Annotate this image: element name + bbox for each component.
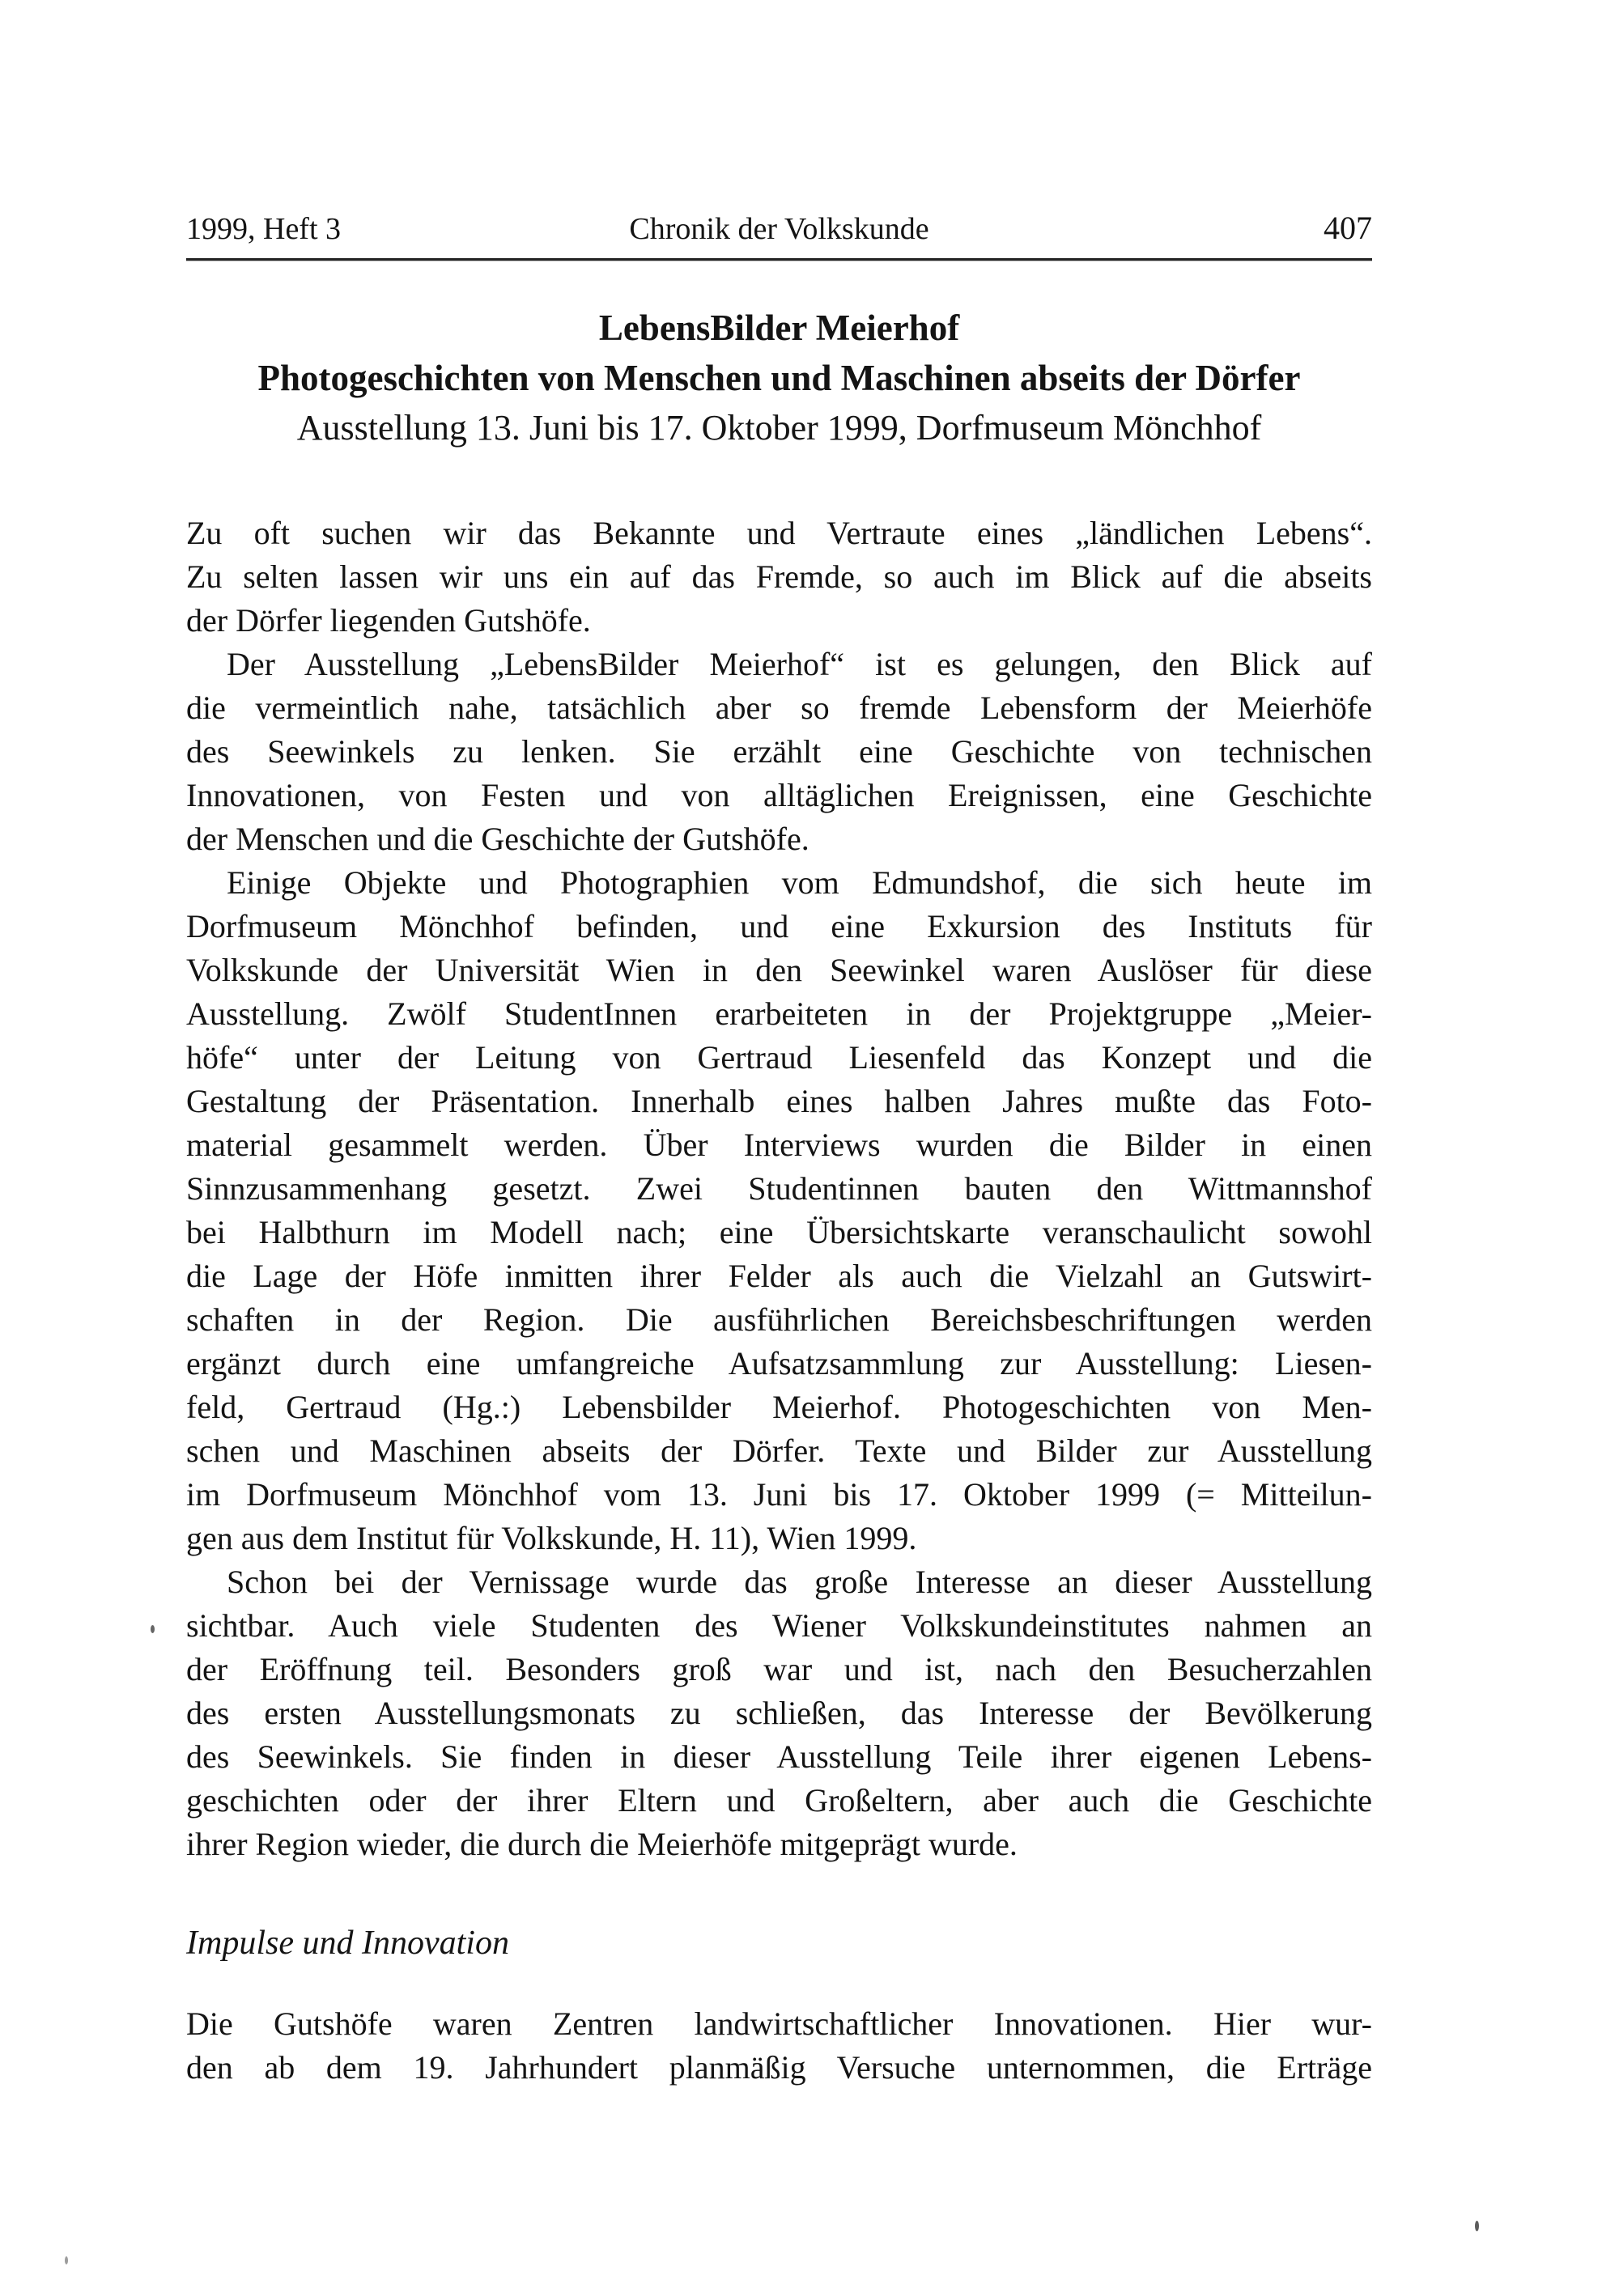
text-line: Volkskunde der Universität Wien in den Seewinkel waren Auslöser für diese <box>186 952 1372 988</box>
article-subtitle: Photogeschichten von Menschen und Maschinen abseits der Dörfer <box>257 358 1301 398</box>
running-header <box>186 212 1372 245</box>
scan-artifact-dot <box>1475 2221 1479 2231</box>
text-line: material gesammelt werden. Über Interviews wurden die Bilder in einen <box>186 1127 1372 1163</box>
text-line: Gestaltung der Präsentation. Innerhalb eines halben Jahres mußte das Foto- <box>186 1083 1372 1119</box>
text-line: schen und Maschinen abseits der Dörfer. Texte und Bilder zur Ausstellung <box>186 1432 1372 1469</box>
text-line: gen aus dem Institut für Volkskunde, H. 11), Wien 1999. <box>186 1520 917 1556</box>
text-line: im Dorfmuseum Mönchhof vom 13. Juni bis 17. Oktober 1999 (= Mitteilun- <box>186 1476 1372 1513</box>
text-line: Ausstellung. Zwölf StudentInnen erarbeiteten in der Projektgruppe „Meier- <box>186 995 1372 1032</box>
text-line: Innovationen, von Festen und von alltäglichen Ereignissen, eine Geschichte <box>186 777 1372 813</box>
paragraph <box>186 643 1372 861</box>
text-line: des ersten Ausstellungsmonats zu schließen, das Interesse der Bevölkerung <box>186 1695 1372 1731</box>
text-line: geschichten oder der ihrer Eltern und Großeltern, aber auch die Geschichte <box>186 1782 1372 1819</box>
article-title-block <box>186 303 1372 453</box>
page-number: 407 <box>1324 210 1372 246</box>
text-line: den ab dem 19. Jahrhundert planmäßig Versuche unternommen, die Erträge <box>186 2049 1372 2086</box>
article-body <box>186 511 1372 2090</box>
text-line: Die Gutshöfe waren Zentren landwirtschaftlicher Innovationen. Hier wur- <box>186 2005 1372 2042</box>
header-issue-label: 1999, Heft 3 <box>186 212 342 246</box>
paragraph <box>186 511 1372 643</box>
text-line: Zu oft suchen wir das Bekannte und Vertraute eines „ländlichen Lebens“. <box>186 515 1372 551</box>
text-line: Zu selten lassen wir uns ein auf das Fremde, so auch im Blick auf die abseits <box>186 558 1372 595</box>
text-line: Dorfmuseum Mönchhof befinden, und eine Exkursion des Instituts für <box>186 908 1372 944</box>
text-line: der Menschen und die Geschichte der Gutshöfe. <box>186 821 810 857</box>
exhibition-dateline: Ausstellung 13. Juni bis 17. Oktober 1999, Dorfmuseum Mönchhof <box>296 408 1262 448</box>
paragraph <box>186 861 1372 1560</box>
article-title: LebensBilder Meierhof <box>598 308 960 348</box>
paragraph <box>186 2002 1372 2090</box>
scan-artifact-dot <box>151 1625 155 1633</box>
text-line: die vermeintlich nahe, tatsächlich aber so fremde Lebensform der Meierhöfe <box>186 690 1372 726</box>
paragraph <box>186 1560 1372 1866</box>
scan-artifact-dot <box>65 2256 68 2264</box>
header-journal-title: Chronik der Volkskunde <box>629 212 929 246</box>
text-line: bei Halbthurn im Modell nach; eine Übersichtskarte veranschaulicht sowohl <box>186 1214 1372 1250</box>
section-heading: Impulse und Innovation <box>186 1925 509 1962</box>
text-line: schaften in der Region. Die ausführlichen Bereichsbeschriftungen werden <box>186 1301 1372 1338</box>
text-line: sichtbar. Auch viele Studenten des Wiener Volkskundeinstitutes nahmen an <box>186 1607 1372 1644</box>
text-line: des Seewinkels zu lenken. Sie erzählt eine Geschichte von technischen <box>186 733 1372 770</box>
text-line: ergänzt durch eine umfangreiche Aufsatzsammlung zur Ausstellung: Liesen- <box>186 1345 1372 1381</box>
text-line: Einige Objekte und Photographien vom Edmundshof, die sich heute im <box>227 864 1372 901</box>
text-line: Der Ausstellung „LebensBilder Meierhof“ ist es gelungen, den Blick auf <box>227 646 1372 682</box>
text-line: Sinnzusammenhang gesetzt. Zwei Studentinnen bauten den Wittmannshof <box>186 1170 1372 1207</box>
text-line: ihrer Region wieder, die durch die Meierhöfe mitgeprägt wurde. <box>186 1826 1018 1862</box>
text-line: feld, Gertraud (Hg.:) Lebensbilder Meierhof. Photogeschichten von Men- <box>186 1389 1372 1425</box>
text-line: der Eröffnung teil. Besonders groß war und ist, nach den Besucherzahlen <box>186 1651 1372 1687</box>
header-rule <box>186 258 1372 261</box>
text-line: höfe“ unter der Leitung von Gertraud Liesenfeld das Konzept und die <box>186 1039 1372 1076</box>
text-line: die Lage der Höfe inmitten ihrer Felder als auch die Vielzahl an Gutswirt- <box>186 1258 1372 1294</box>
page-content <box>186 0 1372 2090</box>
text-line: Schon bei der Vernissage wurde das große Interesse an dieser Ausstellung <box>227 1564 1372 1600</box>
text-line: der Dörfer liegenden Gutshöfe. <box>186 602 591 639</box>
text-line: des Seewinkels. Sie finden in dieser Ausstellung Teile ihrer eigenen Lebens- <box>186 1738 1372 1775</box>
